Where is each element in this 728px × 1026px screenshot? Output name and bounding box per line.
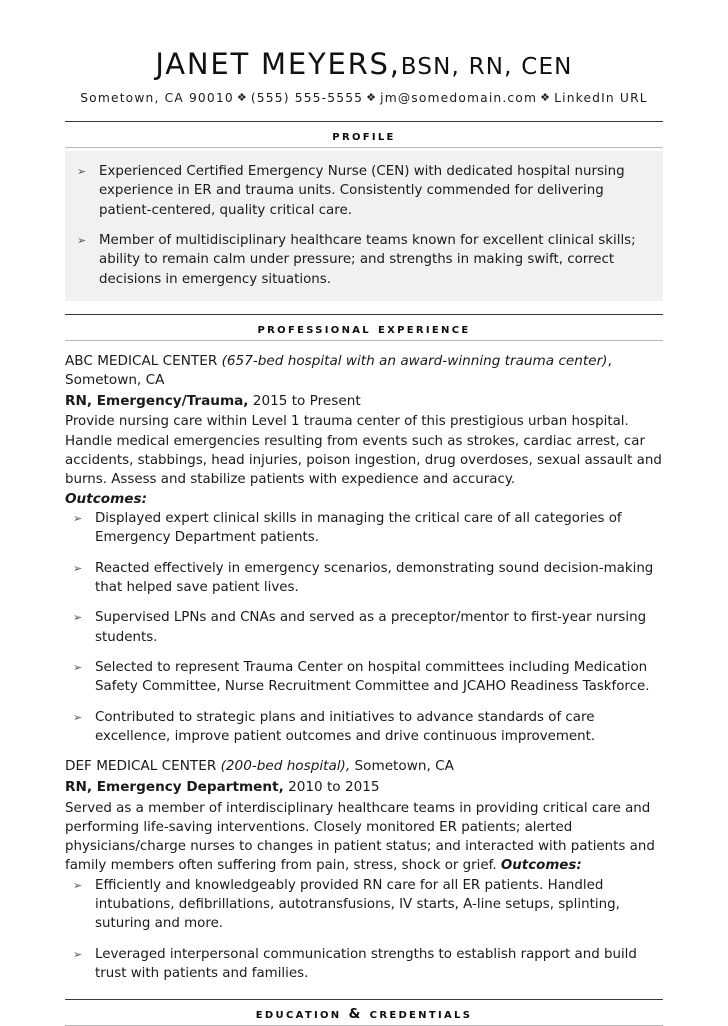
arrow-bullet-icon: ➢ [77,234,87,248]
section-heading-experience-label: professional experience [257,320,471,337]
candidate-name [65,48,663,81]
list-item [65,658,663,697]
job-title: RN, Emergency/Trauma, [65,393,249,410]
diamond-separator-icon: ❖ [366,91,378,105]
experience-bullet-list [65,509,663,746]
job-title: RN, Emergency Department, [65,779,284,796]
list-item-text: Supervised LPNs and CNAs and served as a preceptor/mentor to first-year nursing students. [95,610,647,645]
entry-company-line [65,757,663,776]
profile-section [65,151,663,301]
list-item-text: Experienced Certified Emergency Nurse (CEN) with dedicated hospital nursing experience in ER and trauma units. Consistently commended for delivering patient-centered, quality critical care. [99,164,625,218]
arrow-bullet-icon: ➢ [73,660,83,674]
contact-location: Sometown, CA 90010 [80,91,234,106]
list-item [69,231,649,289]
experience-bullet-list [65,876,663,983]
section-heading-profile-label: profile [332,128,396,145]
job-dates: 2010 to 2015 [288,779,380,796]
entry-description [65,412,663,509]
list-item-text: Selected to represent Trauma Center on hospital committees including Medication Safety Committee, Nurse Recruitment Committee and JCAHO Readiness Taskforce. [95,659,650,695]
list-item-text: Member of multidisciplinary healthcare teams known for excellent clinical skills; ability to remain calm under pressure; and strengths in making swift, correct decisions in emergency situations. [99,233,636,287]
contact-line [65,90,663,108]
entry-description [65,799,663,876]
list-item-text: Reacted effectively in emergency scenarios, demonstrating sound decision-making that helped save patient lives. [95,560,654,596]
contact-email[interactable]: jm@somedomain.com [380,91,538,106]
company-name: ABC MEDICAL CENTER [65,352,218,369]
arrow-bullet-icon: ➢ [77,165,87,179]
experience-entry [65,352,663,746]
company-descriptor: (200-bed hospital), [220,758,351,775]
arrow-bullet-icon: ➢ [73,561,83,575]
list-item [65,559,663,598]
list-item [65,945,663,984]
section-heading-profile [65,121,663,148]
arrow-bullet-icon: ➢ [73,512,83,526]
contact-linkedin[interactable]: LinkedIn URL [554,91,648,106]
job-dates: 2015 to Present [252,393,361,410]
list-item [65,608,663,647]
company-location: , Sometown, CA [65,352,612,388]
diamond-separator-icon: ❖ [540,91,552,105]
company-descriptor: (657-bed hospital with an award-winning trauma center) [221,352,608,369]
outcomes-label: Outcomes: [500,858,582,874]
list-item [65,708,663,747]
contact-phone: (555) 555-5555 [250,91,364,106]
entry-title-line [65,777,663,797]
arrow-bullet-icon: ➢ [73,947,83,961]
list-item [65,509,663,548]
diamond-separator-icon: ❖ [236,91,248,105]
experience-entry [65,757,663,983]
list-item-text: Contributed to strategic plans and initiatives to advance standards of care excellence, improve patient outcomes and drive continuous improvement. [95,709,596,744]
profile-bullet-list [69,162,649,289]
arrow-bullet-icon: ➢ [73,611,83,625]
resume-header [65,0,663,108]
list-item-text: Efficiently and knowledgeably provided RN care for all ER patients. Handled intubations, defibrillations, autotransfusions, IV starts, A-line setups, splinting, suturing and more. [95,877,620,932]
section-heading-education-label: education & credentials [255,1006,473,1023]
entry-title-line [65,391,663,411]
candidate-credentials: BSN, RN, CEN [400,54,573,80]
arrow-bullet-icon: ➢ [73,878,83,892]
entry-description-text: Served as a member of interdisciplinary healthcare teams in providing critical care and performing life-saving interventions. Closely monitored ER patients; alerted physicians/charge nurses to changes in patient status; and interacted with patients and family members often suffering from pain, stress, shock or grief. [65,800,655,874]
entry-description-text: Provide nursing care within Level 1 trauma center of this prestigious urban hospital. Handle medical emergencies resulting from events such as strokes, cardiac arrest, car accidents, stabbings, head injuries, poison ingestion, drug overdoses, sexual assault and burns. Assess and stabilize patients with expedience and accuracy. [65,414,662,488]
section-heading-education [65,999,663,1026]
list-item [65,876,663,934]
section-heading-experience [65,314,663,341]
outcomes-label: Outcomes: [65,490,148,507]
entry-company-line [65,352,663,390]
candidate-full-name: JANET MEYERS, [155,47,401,81]
list-item-text: Leveraged interpersonal communication strengths to establish rapport and build trust with patients and families. [95,946,637,981]
list-item-text: Displayed expert clinical skills in managing the critical care of all categories of Emergency Department patients. [95,511,622,546]
company-name: DEF MEDICAL CENTER [65,758,217,775]
list-item [69,162,649,220]
company-location: Sometown, CA [350,758,454,775]
arrow-bullet-icon: ➢ [73,710,83,724]
